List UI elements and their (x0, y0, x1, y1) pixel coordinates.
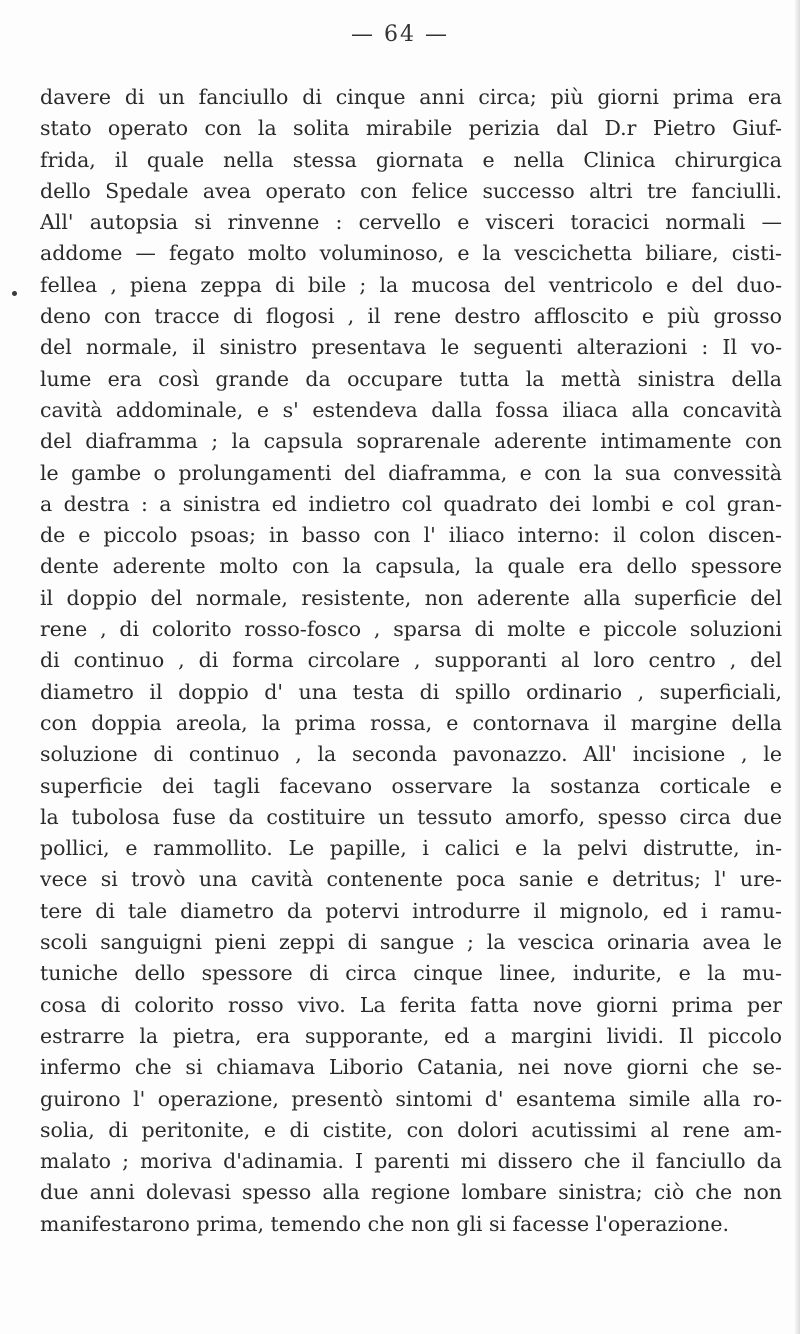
text-line (40, 332, 782, 363)
text-line (40, 708, 782, 739)
text-line-content: stato operato con la solita mirabile perizia dal D.r Pietro Giuf- (40, 116, 782, 141)
text-line-content: scoli sanguigni pieni zeppi di sangue ; la vescica orinaria avea le (40, 930, 782, 955)
text-line-content: All' autopsia si rinvenne : cervello e visceri toracici normali — (40, 210, 782, 235)
page-number: — 64 — (351, 22, 449, 47)
text-line-content: la tubolosa fuse da costituire un tessuto amorfo, spesso circa due (40, 804, 782, 829)
text-line (40, 1115, 782, 1146)
text-line-content: infermo che si chiamava Liborio Catania, nei nove giorni che se- (40, 1055, 782, 1080)
text-line-content: il doppio del normale, resistente, non aderente alla superficie del (40, 585, 782, 610)
text-line-content: le gambe o prolungamenti del diaframma, e con la sua convessità (40, 460, 782, 485)
text-line (40, 833, 782, 864)
body-text (40, 82, 782, 1240)
text-line (40, 583, 782, 614)
text-line-content: del diaframma ; la capsula soprarenale aderente intimamente con (40, 429, 782, 454)
text-line (40, 1084, 782, 1115)
text-line-content: addome — fegato molto voluminoso, e la vescichetta biliare, cisti- (40, 241, 782, 266)
text-line-content: rene , di colorito rosso-fosco , sparsa di molte e piccole soluzioni (40, 617, 782, 642)
text-line-content: deno con tracce di flogosi , il rene destro affloscito e più grosso (40, 304, 782, 329)
text-line (40, 927, 782, 958)
margin-mark (12, 291, 17, 296)
text-line-content: de e piccolo psoas; in basso con l' iliaco interno: il colon discen- (40, 523, 782, 548)
text-line (40, 1209, 782, 1240)
text-line (40, 301, 782, 332)
text-line (40, 896, 782, 927)
text-line (40, 990, 782, 1021)
text-line-content: tuniche dello spessore di circa cinque linee, indurite, e la mu- (40, 961, 782, 986)
text-line-content: guirono l' operazione, presentò sintomi d' esantema simile alla ro- (40, 1086, 782, 1111)
text-line-content: soluzione di continuo , la seconda pavonazzo. All' incisione , le (40, 742, 782, 767)
text-line (40, 176, 782, 207)
text-line-content: vece si trovò una cavità contenente poca sanie e detritus; l' ure- (40, 867, 782, 892)
text-line-content: di continuo , di forma circolare , supporanti al loro centro , del (40, 648, 782, 673)
text-line-content: diametro il doppio d' una testa di spillo ordinario , superficiali, (40, 679, 782, 704)
text-line-content: tere di tale diametro da potervi introdurre il mignolo, ed i ramu- (40, 898, 782, 923)
text-line-content: frida, il quale nella stessa giornata e nella Clinica chirurgica (40, 147, 782, 172)
text-line-content: cavità addominale, e s' estendeva dalla fossa iliaca alla concavità (40, 397, 782, 422)
text-line (40, 238, 782, 269)
text-line-content: superficie dei tagli facevano osservare la sostanza corticale e (40, 773, 782, 798)
text-line (40, 1146, 782, 1177)
text-line-content: cosa di colorito rosso vivo. La ferita fatta nove giorni prima per (40, 992, 782, 1017)
text-line (40, 1021, 782, 1052)
text-line-content: solia, di peritonite, e di cistite, con dolori acutissimi al rene am- (40, 1117, 782, 1142)
text-line (40, 520, 782, 551)
text-line (40, 958, 782, 989)
text-line (40, 426, 782, 457)
text-line-content: estrarre la pietra, era supporante, ed a margini lividi. Il piccolo (40, 1023, 782, 1048)
text-line-content: del normale, il sinistro presentava le seguenti alterazioni : Il vo- (40, 335, 782, 360)
text-line-content: fellea , piena zeppa di bile ; la mucosa del ventricolo e del duo- (40, 272, 782, 297)
text-line (40, 802, 782, 833)
text-line (40, 739, 782, 770)
text-line-content: due anni dolevasi spesso alla regione lombare sinistra; ciò che non (40, 1180, 782, 1205)
text-line (40, 145, 782, 176)
text-line (40, 395, 782, 426)
text-line-content: manifestarono prima, temendo che non gli si facesse l'operazione. (40, 1211, 730, 1236)
text-line-content: pollici, e rammollito. Le papille, i calici e la pelvi distrutte, in- (40, 836, 782, 861)
text-line-content: dente aderente molto con la capsula, la quale era dello spessore (40, 554, 782, 579)
text-line (40, 864, 782, 895)
text-line (40, 551, 782, 582)
text-line-content: a destra : a sinistra ed indietro col quadrato dei lombi e col gran- (40, 491, 782, 516)
text-line-content: malato ; moriva d'adinamia. I parenti mi dissero che il fanciullo da (40, 1149, 782, 1174)
text-line (40, 677, 782, 708)
text-line (40, 113, 782, 144)
text-line (40, 82, 782, 113)
text-line-content: lume era così grande da occupare tutta la mettà sinistra della (40, 366, 782, 391)
text-line (40, 1052, 782, 1083)
text-line (40, 364, 782, 395)
text-line-content: dello Spedale avea operato con felice successo altri tre fanciulli. (40, 178, 782, 203)
text-line-content: davere di un fanciullo di cinque anni circa; più giorni prima era (40, 85, 782, 109)
text-line (40, 1177, 782, 1208)
text-line (40, 489, 782, 520)
page-edge-shadow (794, 0, 800, 1334)
text-line (40, 458, 782, 489)
text-line (40, 771, 782, 802)
text-line (40, 270, 782, 301)
text-line (40, 645, 782, 676)
text-line (40, 207, 782, 238)
text-line-content: con doppia areola, la prima rossa, e contornava il margine della (40, 710, 782, 735)
text-line (40, 614, 782, 645)
